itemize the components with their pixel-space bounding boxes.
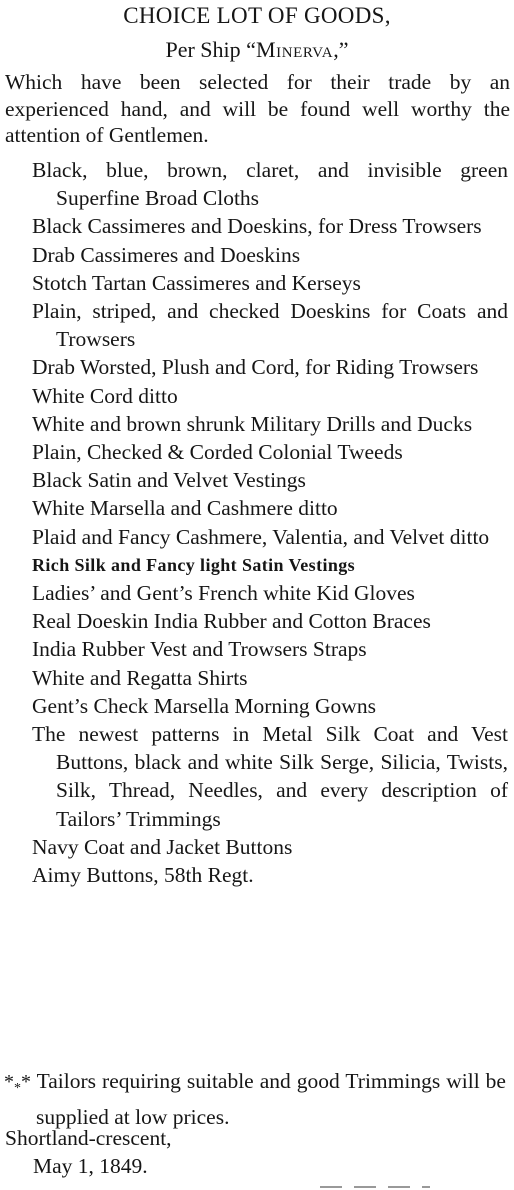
cut-off-rule	[320, 1186, 430, 1188]
goods-item: White Marsella and Cashmere ditto	[32, 496, 338, 521]
goods-item: Navy Coat and Jacket Buttons	[32, 834, 293, 859]
goods-item: Black Cassimeres and Doeskins, for Dress Trowsers	[32, 214, 482, 239]
goods-item: Drab Cassimeres and Doeskins	[32, 242, 301, 267]
tailors-note	[0, 1067, 514, 1131]
goods-item: Plain, Checked & Corded Colonial Tweeds	[32, 440, 403, 465]
goods-item: White and Regatta Shirts	[32, 665, 248, 690]
date-line: May 1, 1849.	[33, 1154, 148, 1178]
subtitle-prefix: Per Ship “	[165, 37, 256, 62]
goods-item: Drab Worsted, Plush and Cord, for Riding Trowsers	[32, 355, 479, 380]
goods-item: Ladies’ and Gent’s French white Kid Gloves	[32, 581, 415, 606]
goods-item: White Cord ditto	[32, 383, 178, 408]
intro-paragraph: Which have been selected for their trade by an experienced hand, and will be found well worthy the attention of Gentlemen.	[5, 70, 510, 147]
tailors-note-text: Tailors requiring suitable and good Trimmings will be supplied at low prices.	[36, 1069, 506, 1129]
asterism-mark: $*_**$	[4, 1071, 31, 1096]
goods-item: Gent’s Check Marsella Morning Gowns	[32, 693, 376, 718]
goods-list	[0, 156, 514, 889]
goods-item: Black Satin and Velvet Vestings	[32, 468, 306, 493]
goods-item: India Rubber Vest and Trowsers Straps	[32, 637, 367, 662]
ship-name: Minerva	[255, 37, 334, 62]
goods-item: Rich Silk and Fancy light Satin Vestings	[32, 554, 356, 575]
place-line: Shortland-crescent,	[5, 1126, 172, 1150]
goods-item: Aimy Buttons, 58th Regt.	[32, 863, 254, 888]
goods-item: White and brown shrunk Military Drills and Ducks	[32, 411, 473, 436]
goods-item: The newest patterns in Metal Silk Coat and Vest Buttons, black and white Silk Serge, Silicia, Twists, Silk, Thread, Needles, and every description of Tailors’ Trimmings	[32, 722, 508, 831]
goods-item: Stotch Tartan Cassimeres and Kerseys	[32, 270, 361, 295]
goods-item: Real Doeskin India Rubber and Cotton Braces	[32, 609, 431, 634]
goods-item: Plain, striped, and checked Doeskins for Coats and Trowsers	[32, 299, 508, 352]
advertisement-title: CHOICE LOT OF GOODS,	[123, 3, 391, 28]
subtitle-suffix: ,”	[333, 37, 349, 62]
ship-subtitle	[0, 36, 514, 64]
goods-item: Plaid and Fancy Cashmere, Valentia, and Velvet ditto	[32, 524, 490, 549]
goods-item: Black, blue, brown, claret, and invisible green Superfine Broad Cloths	[32, 158, 508, 211]
